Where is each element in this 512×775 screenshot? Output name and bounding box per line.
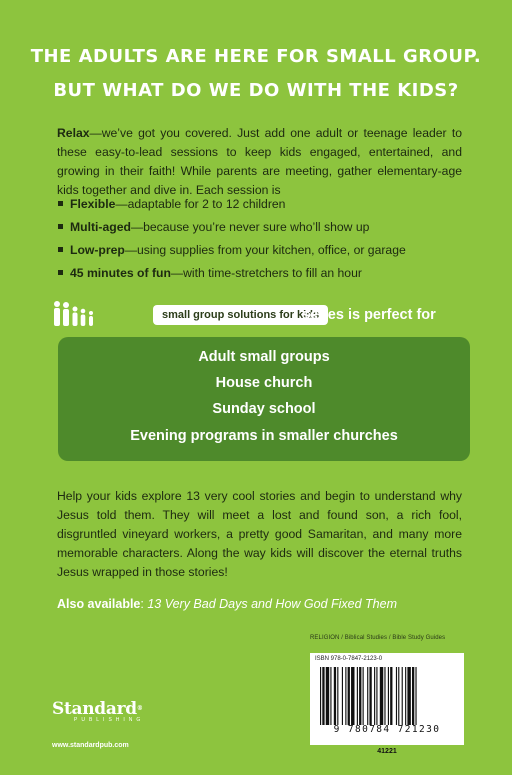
feature-desc: —with time-stretchers to fill an hour (170, 266, 362, 280)
use-item: Adult small groups (198, 349, 330, 365)
feature-item (57, 262, 477, 285)
trademark-symbol: ® (136, 705, 143, 712)
also-sep: : (140, 597, 148, 611)
category-label: RELIGION / Biblical Studies / Bible Study Guides (310, 635, 446, 641)
bullet-square-icon (58, 247, 63, 252)
feature-list (57, 193, 477, 285)
feature-term: Low-prep (70, 243, 125, 257)
family-icon (52, 300, 96, 328)
isbn-text: ISBN 978-0-7847-2123-0 (315, 656, 383, 662)
description-paragraph: Help your kids explore 13 very cool stories and begin to understand why Jesus told them. They will meet a lost and found son, a rich fool, disgruntled vineyard workers, a pretty good Samaritan, and many more memorable characters. Along the way kids will discover the eternal truths Jesus wrapped in those stories! (57, 489, 462, 579)
feature-item (57, 216, 477, 239)
uses-box (58, 337, 470, 461)
intro-paragraph (57, 124, 462, 200)
intro-lead: Relax (57, 126, 90, 140)
bullet-square-icon (58, 201, 63, 206)
publisher-logo (52, 700, 162, 723)
feature-term: 45 minutes of fun (70, 266, 171, 280)
feature-term: Multi-aged (70, 220, 131, 234)
feature-desc: —because you’re never sure who’ll show up (130, 220, 370, 234)
series-name-pill: small group solutions for kids (153, 305, 328, 325)
use-item: House church (215, 375, 313, 391)
item-number: 41221 (377, 748, 397, 755)
use-item: Sunday school (212, 401, 316, 417)
headline-line-2: BUT WHAT DO WE DO WITH THE KIDS? (53, 80, 459, 101)
publisher-name: Standard (52, 699, 137, 719)
intro-text: —we’ve got you covered. Just add one adult or teenage leader to these easy-to-lead sessions to keep kids engaged, entertained, and growing in their faith! While parents are meeting, gather elementary-age kids together and dive in. Each session is (57, 126, 462, 197)
feature-term: Flexible (70, 197, 116, 211)
feature-item (57, 239, 477, 262)
feature-desc: —adaptable for 2 to 12 children (115, 197, 286, 211)
publisher-sub: PUBLISHING (74, 717, 145, 723)
also-label: Also available (57, 597, 141, 611)
also-title: 13 Very Bad Days and How God Fixed Them (147, 597, 397, 611)
bullet-square-icon (58, 270, 63, 275)
barcode-number: 9 780784 721230 (333, 724, 441, 735)
barcode-icon (320, 667, 458, 725)
bullet-square-icon (58, 224, 63, 229)
also-available (57, 597, 397, 611)
barcode-panel (310, 653, 464, 745)
series-tagline: series is perfect for (302, 307, 436, 323)
headline-line-1: THE ADULTS ARE HERE FOR SMALL GROUP. (30, 46, 482, 67)
feature-item (57, 193, 477, 216)
publisher-url: www.standardpub.com (52, 742, 129, 749)
series-banner (52, 303, 472, 329)
use-item: Evening programs in smaller churches (130, 428, 398, 444)
feature-desc: —using supplies from your kitchen, office, or garage (124, 243, 406, 257)
